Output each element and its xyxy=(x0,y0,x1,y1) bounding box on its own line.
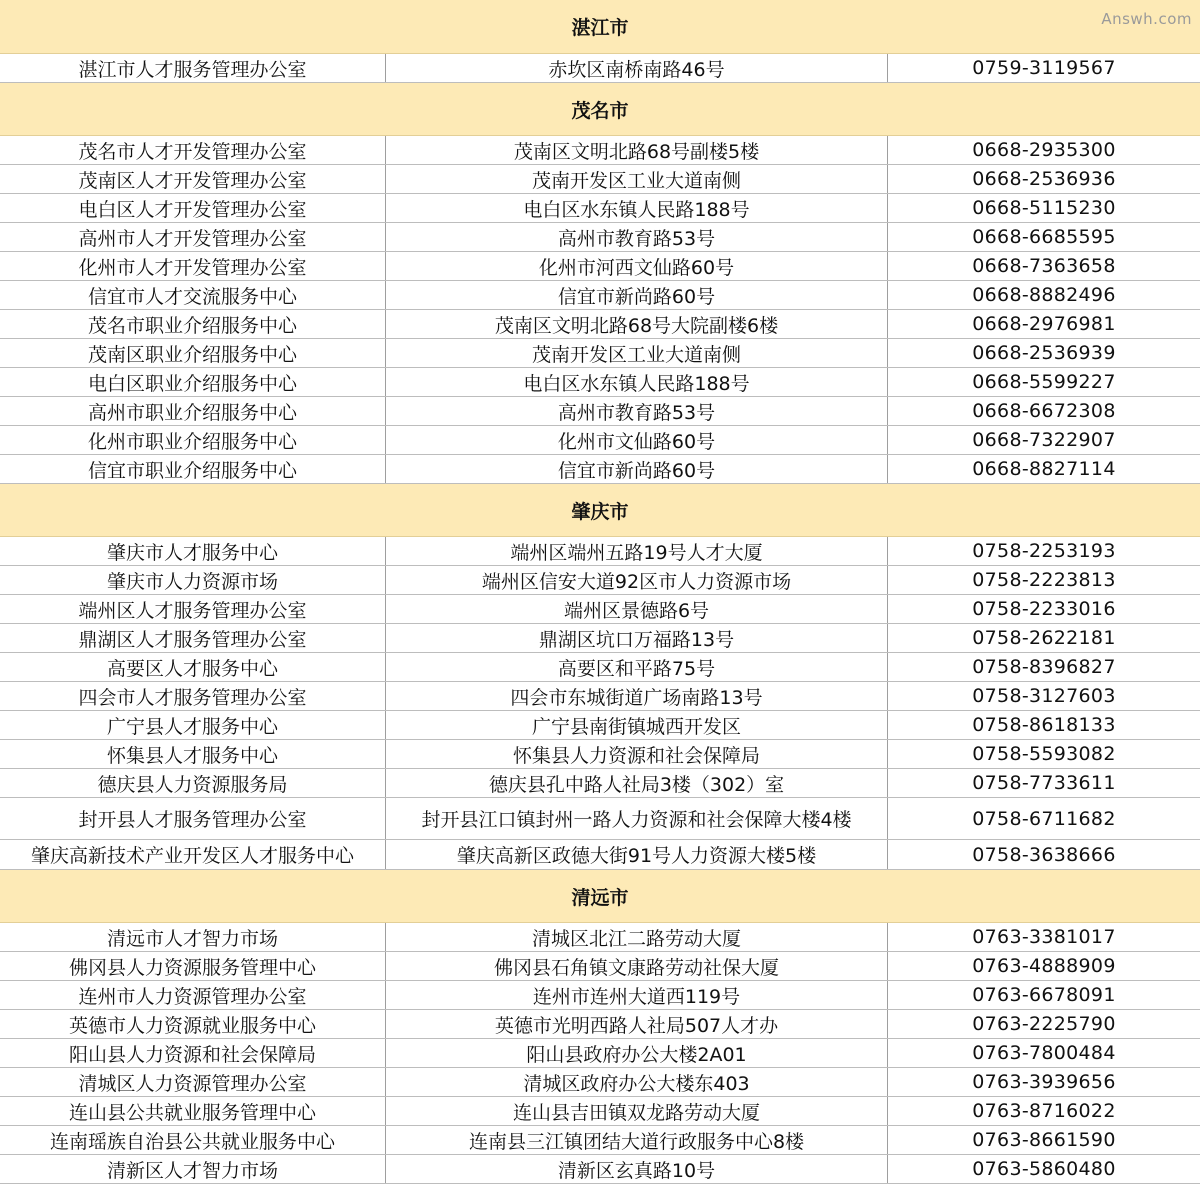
phone-cell: 0763-3381017 xyxy=(972,926,1116,948)
phone-cell: 0758-6711682 xyxy=(972,807,1116,830)
org-name-cell: 佛冈县人力资源服务管理中心 xyxy=(0,952,386,980)
org-name-cell: 肇庆市人才服务中心 xyxy=(0,537,386,565)
watermark: Answh.com xyxy=(1101,10,1192,28)
phone-cell: 0763-8716022 xyxy=(972,1100,1116,1122)
table-row xyxy=(0,840,1200,870)
phone-cell: 0668-7363658 xyxy=(972,255,1116,277)
city-section xyxy=(0,870,1200,1184)
table-row xyxy=(0,136,1200,165)
org-name-cell: 连州市人力资源管理办公室 xyxy=(0,981,386,1009)
org-name-cell: 信宜市职业介绍服务中心 xyxy=(0,455,386,483)
table-row xyxy=(0,455,1200,484)
table-row xyxy=(0,281,1200,310)
org-name-cell: 茂名市职业介绍服务中心 xyxy=(0,310,386,338)
phone-cell: 0668-5115230 xyxy=(972,197,1116,219)
table-row xyxy=(0,952,1200,981)
org-name-cell: 四会市人才服务管理办公室 xyxy=(0,682,386,710)
phone-cell: 0759-3119567 xyxy=(972,57,1116,79)
address-cell: 清新区玄真路10号 xyxy=(386,1155,888,1183)
address-cell: 清城区政府办公大楼东403 xyxy=(386,1068,888,1096)
org-name-cell: 湛江市人才服务管理办公室 xyxy=(0,54,386,82)
address-cell: 鼎湖区坑口万福路13号 xyxy=(386,624,888,652)
phone-cell: 0763-6678091 xyxy=(972,984,1116,1006)
org-name-cell: 化州市职业介绍服务中心 xyxy=(0,426,386,454)
table-row xyxy=(0,397,1200,426)
table-row xyxy=(0,923,1200,952)
org-name-cell: 封开县人才服务管理办公室 xyxy=(0,798,386,839)
city-header: 肇庆市 xyxy=(0,484,1200,537)
org-name-cell: 高州市职业介绍服务中心 xyxy=(0,397,386,425)
org-name-cell: 清新区人才智力市场 xyxy=(0,1155,386,1183)
address-cell: 化州市文仙路60号 xyxy=(386,426,888,454)
org-name-cell: 端州区人才服务管理办公室 xyxy=(0,595,386,623)
address-cell: 高要区和平路75号 xyxy=(386,653,888,681)
table-row xyxy=(0,624,1200,653)
table-row xyxy=(0,1126,1200,1155)
org-name-cell: 清城区人力资源管理办公室 xyxy=(0,1068,386,1096)
org-name-cell: 茂南区人才开发管理办公室 xyxy=(0,165,386,193)
phone-cell: 0763-8661590 xyxy=(972,1129,1116,1151)
table-row xyxy=(0,194,1200,223)
table-row xyxy=(0,566,1200,595)
phone-cell: 0758-8618133 xyxy=(972,714,1116,736)
phone-cell: 0758-2622181 xyxy=(972,627,1116,649)
address-cell: 茂南区文明北路68号大院副楼6楼 xyxy=(386,310,888,338)
org-name-cell: 高要区人才服务中心 xyxy=(0,653,386,681)
phone-cell: 0668-2935300 xyxy=(972,139,1116,161)
phone-cell: 0758-3638666 xyxy=(972,843,1116,866)
org-name-cell: 茂南区职业介绍服务中心 xyxy=(0,339,386,367)
phone-cell: 0668-8882496 xyxy=(972,284,1116,306)
table-row xyxy=(0,223,1200,252)
address-cell: 英德市光明西路人社局507人才办 xyxy=(386,1010,888,1038)
city-section xyxy=(0,0,1200,83)
phone-cell: 0668-6672308 xyxy=(972,400,1116,422)
city-header: 湛江市 xyxy=(0,0,1200,54)
phone-cell: 0668-2536939 xyxy=(972,342,1116,364)
address-cell: 肇庆高新区政德大街91号人力资源大楼5楼 xyxy=(386,840,888,869)
phone-cell: 0763-3939656 xyxy=(972,1071,1116,1093)
address-cell: 电白区水东镇人民路188号 xyxy=(386,194,888,222)
address-cell: 茂南开发区工业大道南侧 xyxy=(386,165,888,193)
address-cell: 端州区端州五路19号人才大厦 xyxy=(386,537,888,565)
address-cell: 信宜市新尚路60号 xyxy=(386,281,888,309)
table-row xyxy=(0,339,1200,368)
table-row xyxy=(0,682,1200,711)
org-name-cell: 鼎湖区人才服务管理办公室 xyxy=(0,624,386,652)
address-cell: 四会市东城街道广场南路13号 xyxy=(386,682,888,710)
phone-cell: 0758-3127603 xyxy=(972,685,1116,707)
table-row xyxy=(0,1155,1200,1184)
org-name-cell: 连山县公共就业服务管理中心 xyxy=(0,1097,386,1125)
table-row xyxy=(0,54,1200,83)
city-header: 清远市 xyxy=(0,870,1200,923)
phone-cell: 0758-2223813 xyxy=(972,569,1116,591)
phone-cell: 0763-2225790 xyxy=(972,1013,1116,1035)
table-row xyxy=(0,252,1200,281)
address-cell: 德庆县孔中路人社局3楼（302）室 xyxy=(386,769,888,797)
table-row xyxy=(0,981,1200,1010)
table-row xyxy=(0,798,1200,840)
org-name-cell: 清远市人才智力市场 xyxy=(0,923,386,951)
phone-cell: 0668-6685595 xyxy=(972,226,1116,248)
address-cell: 化州市河西文仙路60号 xyxy=(386,252,888,280)
address-cell: 怀集县人力资源和社会保障局 xyxy=(386,740,888,768)
address-cell: 高州市教育路53号 xyxy=(386,397,888,425)
address-cell: 高州市教育路53号 xyxy=(386,223,888,251)
table-row xyxy=(0,595,1200,624)
org-name-cell: 茂名市人才开发管理办公室 xyxy=(0,136,386,164)
phone-cell: 0763-7800484 xyxy=(972,1042,1116,1064)
org-name-cell: 高州市人才开发管理办公室 xyxy=(0,223,386,251)
org-name-cell: 连南瑶族自治县公共就业服务中心 xyxy=(0,1126,386,1154)
org-name-cell: 德庆县人力资源服务局 xyxy=(0,769,386,797)
address-cell: 端州区信安大道92区市人力资源市场 xyxy=(386,566,888,594)
city-header: 茂名市 xyxy=(0,83,1200,136)
table-row xyxy=(0,769,1200,798)
org-name-cell: 肇庆高新技术产业开发区人才服务中心 xyxy=(0,840,386,869)
table-row xyxy=(0,1039,1200,1068)
table-row xyxy=(0,1010,1200,1039)
phone-cell: 0763-4888909 xyxy=(972,955,1116,977)
table-row xyxy=(0,426,1200,455)
table-row xyxy=(0,537,1200,566)
address-cell: 清城区北江二路劳动大厦 xyxy=(386,923,888,951)
org-name-cell: 英德市人力资源就业服务中心 xyxy=(0,1010,386,1038)
table-row xyxy=(0,653,1200,682)
address-cell: 信宜市新尚路60号 xyxy=(386,455,888,483)
address-cell: 连州市连州大道西119号 xyxy=(386,981,888,1009)
phone-cell: 0758-2233016 xyxy=(972,598,1116,620)
table-row xyxy=(0,368,1200,397)
phone-cell: 0758-5593082 xyxy=(972,743,1116,765)
phone-cell: 0668-5599227 xyxy=(972,371,1116,393)
table-row xyxy=(0,165,1200,194)
address-cell: 电白区水东镇人民路188号 xyxy=(386,368,888,396)
city-section xyxy=(0,484,1200,870)
org-name-cell: 信宜市人才交流服务中心 xyxy=(0,281,386,309)
address-cell: 佛冈县石角镇文康路劳动社保大厦 xyxy=(386,952,888,980)
address-cell: 阳山县政府办公大楼2A01 xyxy=(386,1039,888,1067)
address-cell: 茂南区文明北路68号副楼5楼 xyxy=(386,136,888,164)
address-cell: 广宁县南街镇城西开发区 xyxy=(386,711,888,739)
phone-cell: 0758-7733611 xyxy=(972,772,1116,794)
org-name-cell: 广宁县人才服务中心 xyxy=(0,711,386,739)
table-row xyxy=(0,711,1200,740)
address-cell: 连南县三江镇团结大道行政服务中心8楼 xyxy=(386,1126,888,1154)
org-name-cell: 化州市人才开发管理办公室 xyxy=(0,252,386,280)
phone-cell: 0668-2536936 xyxy=(972,168,1116,190)
table-row xyxy=(0,1068,1200,1097)
org-name-cell: 怀集县人才服务中心 xyxy=(0,740,386,768)
phone-cell: 0758-2253193 xyxy=(972,540,1116,562)
phone-cell: 0758-8396827 xyxy=(972,656,1116,678)
org-name-cell: 阳山县人力资源和社会保障局 xyxy=(0,1039,386,1067)
table-row xyxy=(0,1097,1200,1126)
address-cell: 茂南开发区工业大道南侧 xyxy=(386,339,888,367)
address-cell: 端州区景德路6号 xyxy=(386,595,888,623)
table-row xyxy=(0,740,1200,769)
phone-cell: 0668-2976981 xyxy=(972,313,1116,335)
org-name-cell: 电白区职业介绍服务中心 xyxy=(0,368,386,396)
address-cell: 连山县吉田镇双龙路劳动大厦 xyxy=(386,1097,888,1125)
address-cell: 封开县江口镇封州一路人力资源和社会保障大楼4楼 xyxy=(386,798,888,839)
city-section xyxy=(0,83,1200,484)
address-cell: 赤坎区南桥南路46号 xyxy=(386,54,888,82)
org-name-cell: 肇庆市人力资源市场 xyxy=(0,566,386,594)
phone-cell: 0668-8827114 xyxy=(972,458,1116,480)
org-name-cell: 电白区人才开发管理办公室 xyxy=(0,194,386,222)
table-row xyxy=(0,310,1200,339)
phone-cell: 0763-5860480 xyxy=(972,1158,1116,1180)
phone-cell: 0668-7322907 xyxy=(972,429,1116,451)
